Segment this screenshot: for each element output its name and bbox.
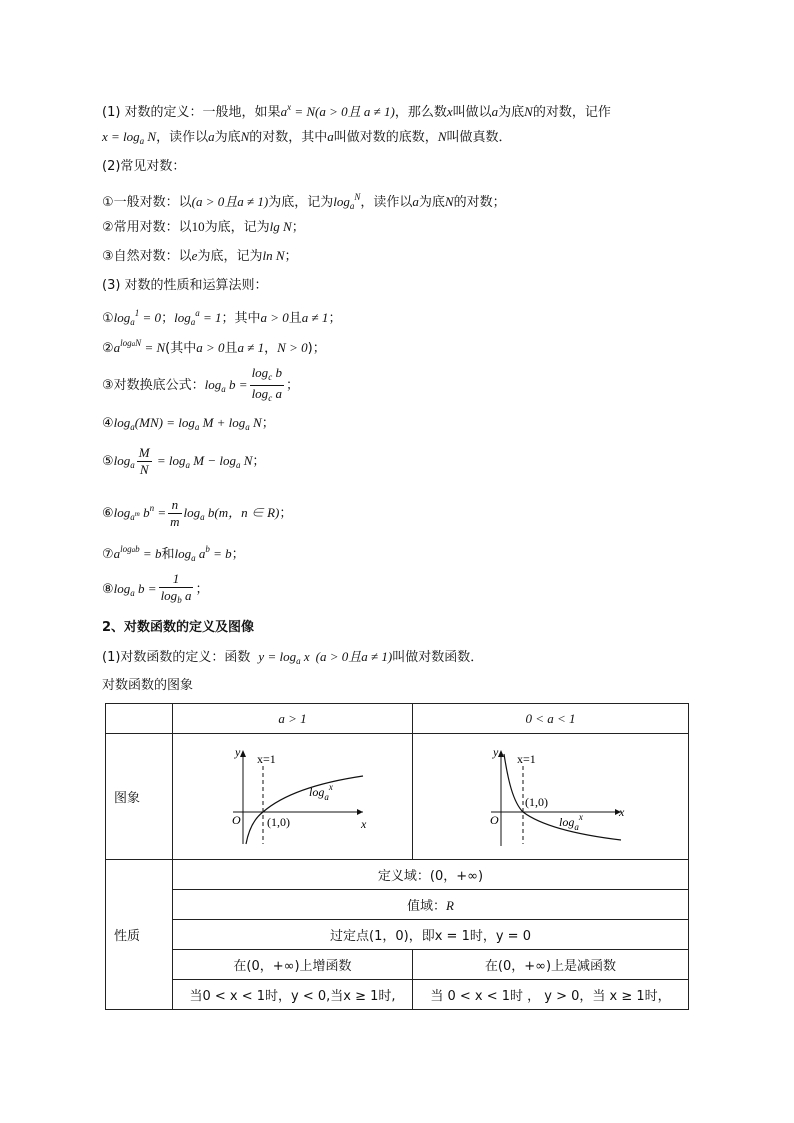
y-axis-arrow — [240, 750, 246, 757]
rule-1: $①\log_a^1 = 0$；$\log_a^a = 1$；其中a > 0且a ≠ 1； — [102, 308, 342, 327]
rule-3: ③对数换底公式：$\log_a b$ = $\frac{\log_c b}{\log_c a}$ ； — [102, 365, 299, 407]
y-label: y — [234, 744, 240, 759]
x-label: x — [618, 804, 624, 819]
log-notation: $x = \log_a N$ — [102, 129, 157, 146]
decreasing-cell: 在(0，+∞)上是减函数 — [413, 950, 689, 980]
common-log-title: (2)常见对数： — [102, 159, 186, 174]
row-label-properties: 性质 — [106, 860, 173, 1010]
x-label: x — [360, 816, 366, 831]
rule-6: $⑥\log_{a^m}$ $b^n$ = $\frac{n}{m}$ $\log_a b(m$，n ∈ R)； — [102, 497, 293, 529]
domain-row — [106, 860, 689, 890]
definition-equation: $a^x = N(a > 0$且 a ≠ 1) — [280, 102, 395, 119]
rule-4: $④\log_a(MN) = \log_a M + \log_a N$； — [102, 415, 275, 432]
graph-cell-increasing — [173, 734, 413, 860]
sign-row — [106, 980, 689, 1010]
log-function-definition: (1)对数函数的定义：函数 $y = \log_a x$ (a > 0且a ≠ 1)叫做对数函数． — [102, 649, 484, 666]
sign-cell-decreasing: 当 0 < x < 1时 ， y > 0，当 x ≥ 1时， — [413, 980, 689, 1010]
definition-line-2: $x = \log_a N$，读作以a为底N的对数，其中a叫做对数的底数，N叫做真数． — [102, 129, 512, 146]
increasing-cell: 在(0，+∞)上增函数 — [173, 950, 413, 980]
sign-cell-increasing: 当0 < x < 1时，y < 0,当x ≥ 1时, — [173, 980, 413, 1010]
row-label-image: 图象 — [106, 734, 173, 860]
curve-label: $\log_a^x$ — [558, 811, 583, 832]
definition-label: (1) 对数的定义：一般地，如果 — [102, 105, 281, 120]
rule-7: $⑦a^{logab} = b$和$\log_a a^b = b$； — [102, 544, 245, 563]
table-corner-cell — [106, 704, 173, 734]
header-a-greater-1: a > 1 — [173, 704, 413, 734]
graph-title: 对数函数的图象 — [102, 678, 194, 693]
header-a-between-0-1: 0 < a < 1 — [413, 704, 689, 734]
common-log-item-3: ③自然对数：以e为底，记为ln N； — [102, 248, 298, 264]
definition-line-1: (1) 对数的定义：一般地，如果$a^x = N(a > 0$且 a ≠ 1)，那么数x叫做以a为底N的对数，记作 — [102, 102, 611, 120]
section-2-heading: 2、对数函数的定义及图像 — [102, 620, 255, 635]
fixed-point-row — [106, 920, 689, 950]
monotonicity-row — [106, 950, 689, 980]
common-log-item-1: ①一般对数：以(a > 0且a ≠ 1)为底，记为$\log_a^N$，读作以a为底N的对数； — [102, 192, 506, 211]
common-log-item-2: ②常用对数：以10为底，记为lg N； — [102, 219, 305, 235]
vline-label: x=1 — [516, 751, 536, 766]
vline-label: x=1 — [256, 751, 276, 766]
change-of-base-fraction: $\frac{\log_c b}{\log_c a}$ — [251, 365, 282, 403]
range-cell: 值域：R — [173, 890, 689, 920]
curve-label: $\log_a^x$ — [308, 781, 333, 802]
rule-5: $⑤\log_a$ $\frac{M}{N}$ = $\log_a M - \log_a N$； — [102, 445, 266, 477]
fixed-point-cell: 过定点(1，0)，即x = 1时，y = 0 — [173, 920, 689, 950]
x-axis-arrow — [357, 809, 363, 815]
point-label: (1,0) — [524, 794, 548, 809]
decreasing-log-graph — [471, 740, 631, 850]
origin-label: O — [489, 812, 499, 827]
domain-cell: 定义域：(0，+∞) — [173, 860, 689, 890]
graph-cell-decreasing — [413, 734, 689, 860]
y-label: y — [492, 744, 498, 759]
origin-label: O — [231, 812, 241, 827]
rules-title: (3) 对数的性质和运算法则： — [102, 278, 268, 293]
rule-2: $②a^{logaN} = N$(其中a > 0且a ≠ 1，N > 0)； — [102, 338, 326, 356]
table-header-row — [106, 704, 689, 734]
point-label: (1,0) — [266, 814, 290, 829]
range-row — [106, 890, 689, 920]
table-graph-row — [106, 734, 689, 860]
rule-8: $⑧\log_a$ b = $\frac{1}{\log_b a}$ ； — [102, 571, 209, 605]
increasing-log-curve — [246, 776, 363, 844]
log-function-table — [105, 703, 689, 1010]
increasing-log-graph — [213, 740, 373, 850]
y-axis-arrow — [498, 750, 504, 757]
